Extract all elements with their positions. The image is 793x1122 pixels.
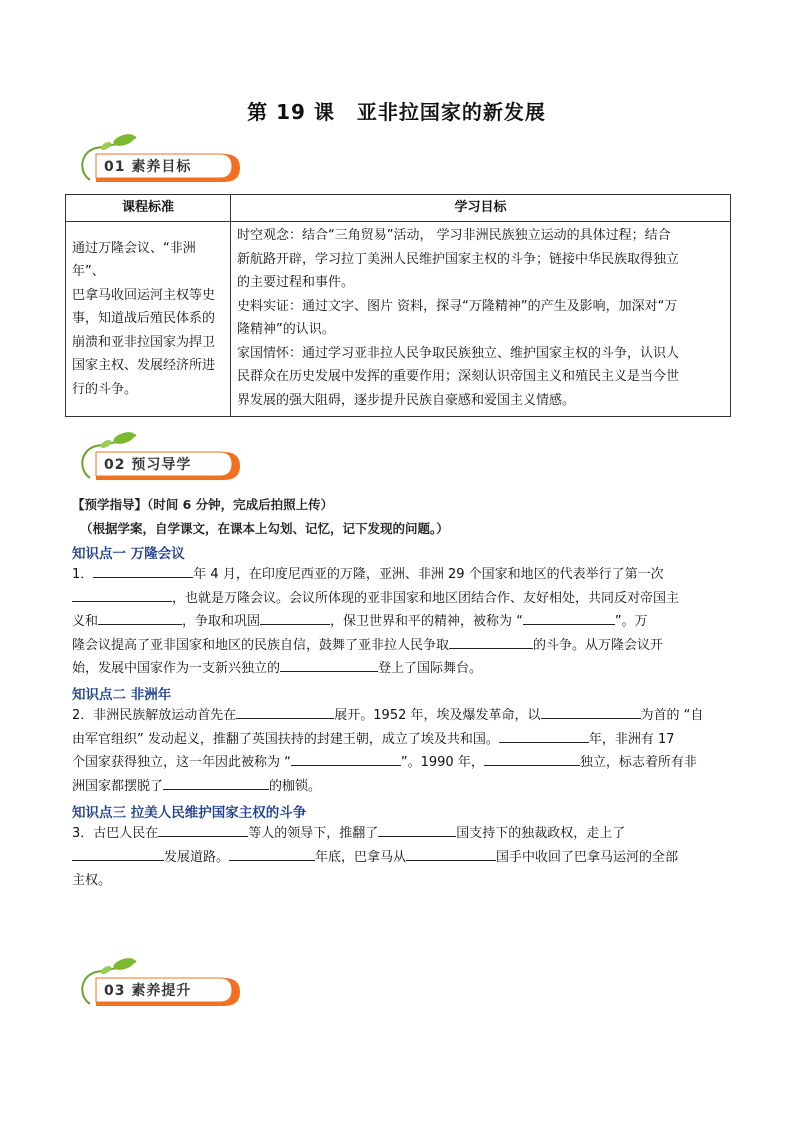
text-segment: ”。万 [614, 614, 648, 629]
knowledge-title-2: 知识点二 非洲年 [72, 687, 172, 703]
standard-line: 国家主权、发展经济所进 [72, 358, 216, 374]
text-line [72, 657, 724, 681]
text-segment: ，争取和巩固 [182, 614, 261, 629]
standard-line: 行的斗争。 [72, 381, 138, 397]
text-line [72, 822, 724, 846]
objective-line: 新航路开辟，学习拉丁美洲人民维护国家主权的斗争；链接中华民族取得独立 [237, 251, 680, 267]
standard-cell [66, 222, 231, 417]
fill-in-blank[interactable] [406, 846, 496, 861]
text-segment: 登上了国际舞台。 [378, 661, 483, 676]
fill-in-blank[interactable] [378, 822, 456, 837]
knowledge-paragraph-2 [72, 704, 724, 798]
fill-in-blank[interactable] [163, 775, 269, 790]
objective-line: 隆精神”的认识。 [237, 322, 335, 337]
text-line [72, 775, 724, 799]
text-segment: 国支持下的独裁政权，走上了 [456, 826, 626, 841]
text-line [72, 610, 724, 634]
objective-line: 界发展的强大阻碍，逐步提升民族自豪感和爱国主义情感。 [237, 392, 576, 408]
standard-line: 通过万隆会议、“非洲年”、 [72, 240, 196, 280]
fill-in-blank[interactable] [260, 610, 330, 625]
text-segment: 1． [72, 567, 94, 582]
objective-line: 时空观念：结合“三角贸易”活动， 学习非洲民族独立运动的具体过程；结合 [237, 228, 671, 243]
text-segment: 的斗争。从万隆会议开 [533, 637, 664, 653]
text-line [72, 704, 724, 728]
text-line [72, 869, 724, 893]
text-segment: 始，发展中国家作为一支新兴独立的 [72, 661, 281, 676]
text-segment: 展开。1952 年，埃及爆发革命，以 [334, 708, 541, 723]
text-segment: 3．古巴人民在 [72, 826, 159, 841]
section-header-preview [74, 430, 244, 484]
section-label: 03 素养提升 [104, 983, 192, 999]
header-objectives: 学习目标 [231, 195, 731, 222]
text-segment: 等人的领导下，推翻了 [248, 826, 379, 841]
fill-in-blank[interactable] [280, 657, 378, 672]
fill-in-blank[interactable] [499, 728, 589, 743]
text-line [72, 634, 724, 658]
fill-in-blank[interactable] [158, 822, 248, 837]
text-segment: ，保卫世界和平的精神，被称为 “ [330, 614, 523, 629]
objectives-cell [231, 222, 731, 417]
standard-line: 事，知道战后殖民体系的 [72, 311, 216, 327]
guide-line-1: 【预学指导】（时间 6 分钟，完成后拍照上传） [72, 497, 334, 512]
lesson-number: 第 19 课 [247, 100, 335, 124]
section-label: 02 预习导学 [104, 457, 192, 473]
text-segment: 2．非洲民族解放运动首先在 [72, 708, 237, 723]
table-row [66, 222, 731, 417]
fill-in-blank[interactable] [523, 610, 615, 625]
table-header-row [66, 195, 731, 222]
objective-line: 史料实证：通过文字、图片 资料，探寻“万隆精神”的产生及影响，加深对“万 [237, 298, 678, 314]
lesson-name: 亚非拉国家的新发展 [356, 100, 546, 124]
fill-in-blank[interactable] [449, 634, 533, 649]
text-line [72, 751, 724, 775]
objective-line: 的主要过程和事件。 [237, 275, 355, 290]
knowledge-paragraph-3 [72, 822, 724, 893]
text-segment: 由军官组织” 发动起义，推翻了英国扶持的封建王朝，成立了埃及共和国。 [72, 731, 499, 747]
standard-line: 巴拿马收回运河主权等史 [72, 287, 216, 303]
objective-line: 家国情怀：通过学习亚非拉人民争取民族独立、维护国家主权的斗争，认识人 [237, 345, 680, 361]
fill-in-blank[interactable] [291, 751, 401, 766]
text-segment: 年 4 月，在印度尼西亚的万隆，亚洲、非洲 29 个国家和地区的代表举行了第一次 [193, 567, 664, 582]
text-segment: 国手中收回了巴拿马运河的全部 [496, 849, 679, 865]
page-title [0, 96, 793, 125]
objective-line: 民群众在历史发展中发挥的重要作用；深刻认识帝国主义和殖民主义是当今世 [237, 369, 680, 384]
text-line [72, 587, 724, 611]
text-segment: 为首的 “自 [640, 708, 704, 723]
fill-in-blank[interactable] [484, 751, 580, 766]
fill-in-blank[interactable] [229, 846, 315, 861]
text-segment: 年底，巴拿马从 [315, 849, 407, 865]
fill-in-blank[interactable] [72, 846, 164, 861]
knowledge-title-1: 知识点一 万隆会议 [72, 546, 185, 562]
text-segment: 洲国家都摆脱了 [72, 778, 164, 794]
section-header-improve [74, 956, 244, 1010]
text-segment: 隆会议提高了亚非国家和地区的民族自信，鼓舞了亚非拉人民争取 [72, 637, 450, 653]
fill-in-blank[interactable] [541, 704, 641, 719]
text-segment: 主权。 [72, 873, 112, 888]
fill-in-blank[interactable] [72, 587, 172, 602]
text-segment: 个国家获得独立，这一年因此被称为 “ [72, 755, 291, 770]
text-segment: 的枷锁。 [269, 778, 322, 794]
text-line [72, 728, 724, 752]
text-segment: 独立，标志着所有非 [579, 755, 697, 770]
text-line [72, 846, 724, 870]
section-label: 01 素养目标 [104, 159, 192, 175]
standard-line: 崩溃和亚非拉国家为捍卫 [72, 334, 216, 350]
fill-in-blank[interactable] [236, 704, 334, 719]
knowledge-title-3: 知识点三 拉美人民维护国家主权的斗争 [72, 805, 307, 821]
text-segment: 义和 [72, 614, 99, 629]
header-standard: 课程标准 [66, 195, 231, 222]
fill-in-blank[interactable] [98, 610, 182, 625]
text-segment: 发展道路。 [164, 849, 230, 865]
guide-line-2: （根据学案，自学课文，在课本上勾划、记忆，记下发现的问题。） [80, 521, 449, 536]
text-segment: ，也就是万隆会议。会议所体现的亚非国家和地区团结合作、友好相处，共同反对帝国主 [172, 590, 680, 606]
fill-in-blank[interactable] [93, 563, 193, 578]
knowledge-paragraph-1 [72, 563, 724, 681]
text-segment: ”。1990 年， [400, 755, 484, 770]
goals-table [65, 194, 731, 417]
text-segment: 年，非洲有 17 [588, 731, 675, 747]
text-line [72, 563, 724, 587]
section-header-goals [74, 132, 244, 186]
